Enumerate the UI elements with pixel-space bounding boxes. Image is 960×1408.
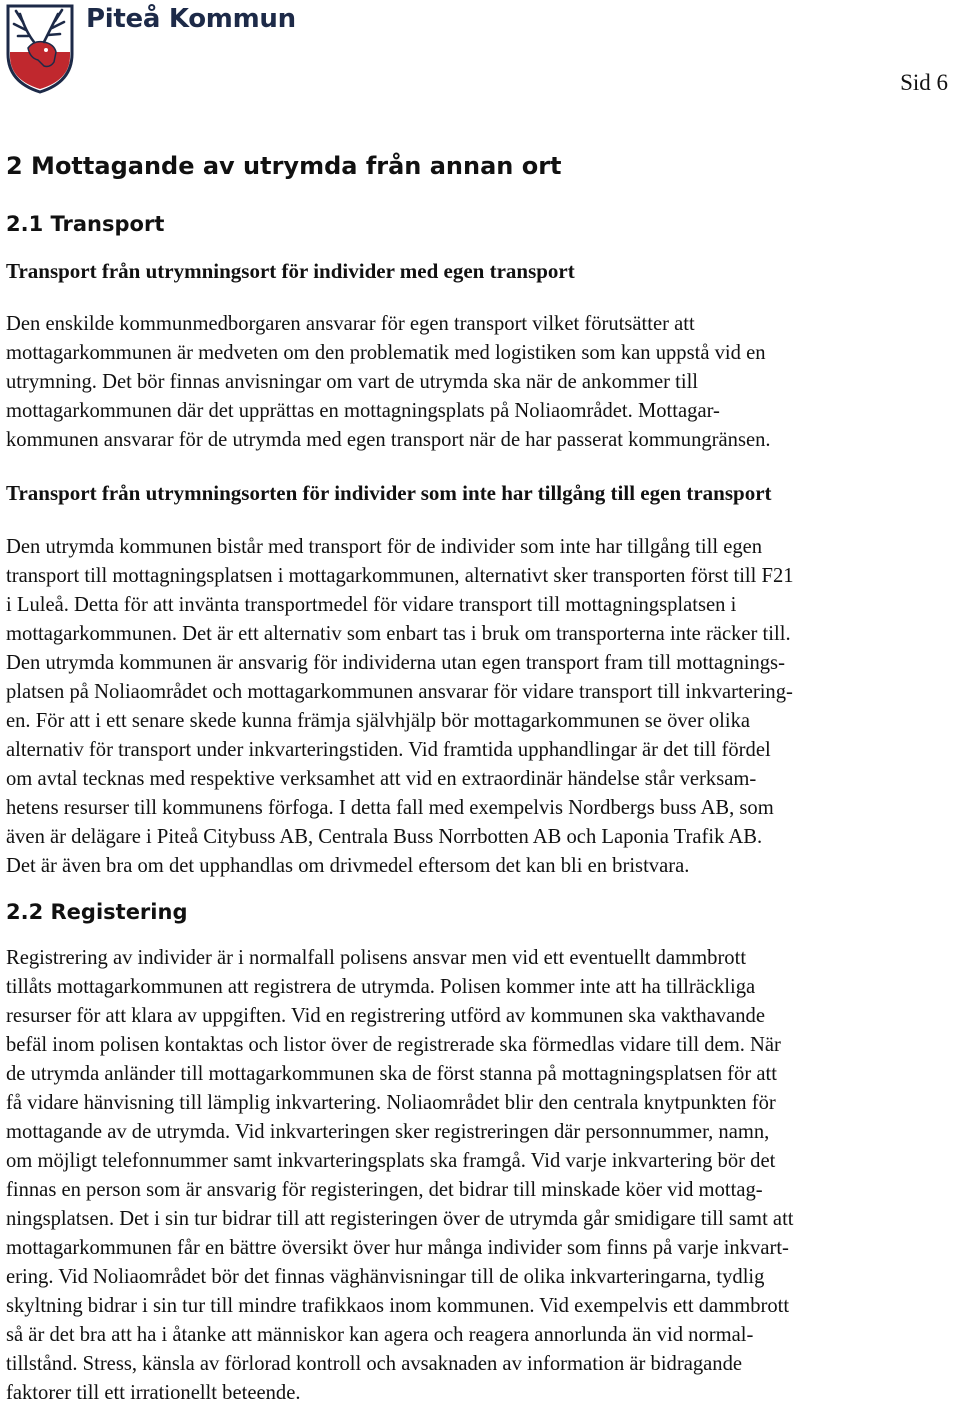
paragraph-registration [6, 944, 958, 1408]
paragraph-own-transport [6, 310, 958, 455]
text-line: ering. Vid Noliaområdet bör det finnas väghänvisningar till de olika inkvarteringarna, tydlig [6, 1266, 765, 1288]
text-line: platsen på Noliaområdet och mottagarkommunen ansvarar för vidare transport till inkvartering- [6, 681, 793, 703]
text-line: Den utrymda kommunen är ansvarig för individerna utan egen transport fram till mottagnings- [6, 652, 785, 674]
text-line: mottagarkommunen får en bättre översikt över hur många individer som finns på varje inkvart- [6, 1237, 789, 1259]
text-line: Det är även bra om det upphandlas om drivmedel eftersom det kan bli en bristvara. [6, 855, 690, 877]
page-number: Sid 6 [900, 70, 948, 95]
text-line: alternativ för transport under inkvarteringstiden. Vid framtida upphandlingar är det till fördel [6, 739, 771, 761]
text-line: tillåts mottagarkommunen att registrera de utrymda. Polisen kommer inte att ha tillräckliga [6, 976, 756, 998]
text-line: mottagarkommunen. Det är ett alternativ som enbart tas i bruk om transporterna inte räcker till. [6, 623, 791, 645]
text-line: Registrering av individer är i normalfall polisens ansvar men vid ett eventuellt dammbrott [6, 947, 747, 969]
text-line: mottagarkommunen är medveten om den problematik med logistiken som kan uppstå vid en [6, 342, 766, 364]
section-2-title: 2 Mottagande av utrymda från annan ort [6, 152, 562, 180]
text-line: resurser för att klara av uppgiften. Vid en registrering utförd av kommunen ska vakthavande [6, 1005, 765, 1027]
municipality-logo [4, 2, 304, 94]
subsection-no-transport-title: Transport från utrymningsorten för individer som inte har tillgång till egen transport [6, 481, 772, 505]
text-line: transport till mottagningsplatsen i mottagarkommunen, alternativt sker transporten först till F21 [6, 565, 794, 587]
section-2-2-title: 2.2 Registering [6, 900, 188, 924]
text-line: om avtal tecknas med respektive verksamhet att vid en extraordinär händelse står verksam- [6, 768, 757, 790]
paragraph-no-transport [6, 533, 958, 881]
text-line: kommunen ansvarar för de utrymda med egen transport när de har passerat kommungränsen. [6, 429, 771, 451]
text-line: så är det bra att ha i åtanke att människor kan agera och reagera annorlunda än vid normal- [6, 1324, 754, 1346]
coat-of-arms-icon [4, 2, 76, 94]
text-line: tillstånd. Stress, känsla av förlorad kontroll och avsaknaden av information är bidragande [6, 1353, 743, 1375]
text-line: en. För att i ett senare skede kunna främja självhjälp bör mottagarkommunen se över olika [6, 710, 751, 732]
text-line: mottagande av de utrymda. Vid inkvarteringen sker registreringen där personnummer, namn, [6, 1121, 770, 1143]
org-name: Piteå Kommun [86, 4, 296, 34]
text-line: befäl inom polisen kontaktas och listor över de registrerade ska förmedlas vidare till dem. När [6, 1034, 781, 1056]
text-line: de utrymda anländer till mottagarkommunen ska de först stanna på mottagningsplatsen för att [6, 1063, 777, 1085]
text-line: Den utrymda kommunen bistår med transport för de individer som inte har tillgång till egen [6, 536, 763, 558]
text-line: i Luleå. Detta för att invänta transportmedel för vidare transport till mottagningsplatsen i [6, 594, 737, 616]
text-line: skyltning bidrar i sin tur till mindre trafikkaos inom kommunen. Vid exempelvis ett dammbrott [6, 1295, 790, 1317]
text-line: finnas en person som är ansvarig för registeringen, det bidrar till minskade köer vid mottag- [6, 1179, 763, 1201]
text-line: även är delägare i Piteå Citybuss AB, Centrala Buss Norrbotten AB och Laponia Trafik AB. [6, 826, 763, 848]
subsection-own-transport-title: Transport från utrymningsort för individer med egen transport [6, 259, 575, 283]
text-line: få vidare hänvisning till lämplig inkvartering. Noliaområdet blir den centrala knytpunkten för [6, 1092, 776, 1114]
text-line: Den enskilde kommunmedborgaren ansvarar för egen transport vilket förutsätter att [6, 313, 695, 335]
text-line: mottagarkommunen där det upprättas en mottagningsplats på Noliaområdet. Mottagar- [6, 400, 720, 422]
text-line: utrymning. Det bör finnas anvisningar om vart de utrymda ska när de ankommer till [6, 371, 699, 393]
text-line: ningsplatsen. Det i sin tur bidrar till att registeringen över de utrymda går smidigare till samt att [6, 1208, 794, 1230]
text-line: om möjligt telefonnummer samt inkvarteringsplats ska framgå. Vid varje inkvartering bör det [6, 1150, 776, 1172]
text-line: hetens resurser till kommunens förfoga. I detta fall med exempelvis Nordbergs buss AB, som [6, 797, 774, 819]
text-line: faktorer till ett irrationellt beteende. [6, 1382, 301, 1404]
section-2-1-title: 2.1 Transport [6, 212, 165, 236]
